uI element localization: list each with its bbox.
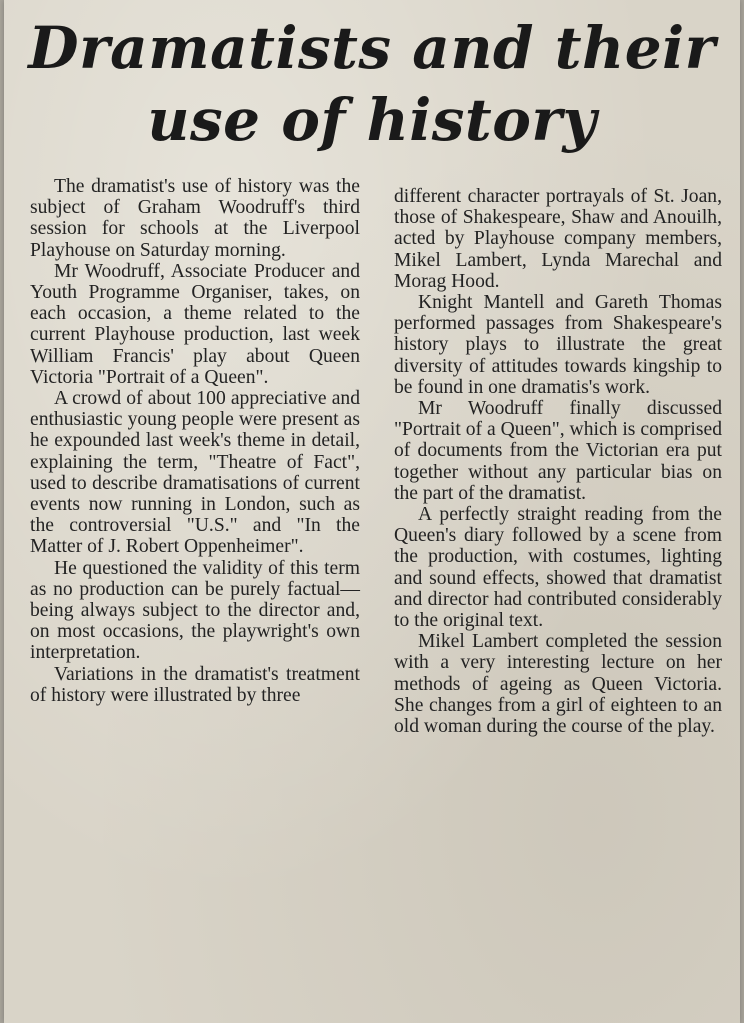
headline-line-2: use of history: [147, 86, 597, 154]
paragraph: A perfectly straight reading from the Queen's diary followed by a scene from the production, with costumes, lighting and sound effects, showed that dramatist and director had contributed considerably to the original text.: [394, 504, 722, 632]
paragraph: He questioned the validity of this term as no production can be purely factual—being always subject to the director and, on most occasions, the playwright's own interpretation.: [30, 557, 360, 664]
paragraph-continued: different character portrayals of St. Joan, those of Shakespeare, Shaw and Anouilh, acted by Playhouse company members, Mikel Lambert, Lynda Marechal and Morag Hood.: [394, 186, 722, 292]
left-column: [30, 176, 360, 706]
paragraph: Variations in the dramatist's treatment of history were illustrated by three: [30, 663, 360, 706]
newspaper-clipping: [4, 0, 740, 1023]
headline: [4, 12, 740, 156]
paragraph: Mr Woodruff finally discussed "Portrait of a Queen", which is comprised of documents from the Victorian era put together without any particular bias on the part of the dramatist.: [394, 398, 722, 504]
right-column: [394, 186, 722, 737]
paragraph: A crowd of about 100 appreciative and enthusiastic young people were present as he expounded last week's theme in detail, explaining the term, "Theatre of Fact", used to describe dramatisations of current events now running in London, such as the controversial "U.S." and "In the Matter of J. Robert Oppenheimer".: [30, 388, 360, 558]
paragraph: Mikel Lambert completed the session with a very interesting lecture on her methods of ageing as Queen Victoria. She changes from a girl of eighteen to an old woman during the course of the play.: [394, 631, 722, 738]
headline-line-1: Dramatists and their: [28, 14, 716, 82]
paragraph: Mr Woodruff, Associate Producer and Youth Programme Organiser, takes, on each occasion, a theme related to the current Playhouse production, last week William Francis' play about Queen Victoria "Portrait of a Queen".: [30, 260, 360, 388]
paragraph: The dramatist's use of history was the subject of Graham Woodruff's third session for schools at the Liverpool Playhouse on Saturday morning.: [30, 176, 360, 261]
paragraph: Knight Mantell and Gareth Thomas performed passages from Shakespeare's history plays to illustrate the great diversity of attitudes towards kingship to be found in one dramatis's work.: [394, 292, 722, 398]
